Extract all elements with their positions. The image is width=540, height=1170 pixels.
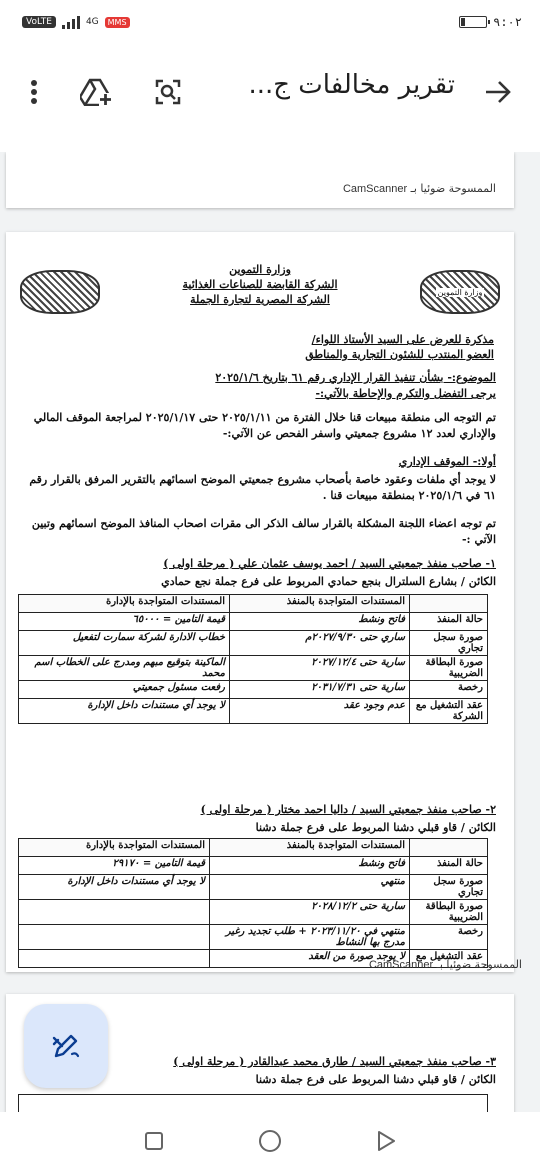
table-row: عقد التشغيل مع لا يوجد صورة من العقد <box>19 950 488 968</box>
status-right <box>459 15 522 29</box>
outlet2-table: المستندات المتواجدة بالمنفذ المستندات المتواجدة بالإدارة حالة المنفذ فاتح ونشط قيمة التامين = ٢٩١٧٠ صورة سجل تجاري منتهي لا يوجد أي مستندات داخل الإدارة صورة البطاقة الضريبية سارية حتى ٢٠٢٨/١٢/٢ رخصة منتهي في ٢٠٢٣/١١/٢٠ + طلب تجديد رغير مدرج بها النشاط عقد التشغيل مع لا يوجد صورة من العقد <box>18 838 488 968</box>
memo-heading: مذكرة للعرض على السيد الأستاذ اللواء/ العضو المنتدب للشئون التجارية والمناطق <box>305 333 494 361</box>
scanned-document <box>6 232 514 972</box>
subject-line: الموضوع:- بشأن تنفيذ القرار الإداري رقم ٦١ بتاريخ ٢٠٢٥/١/٦ <box>215 371 496 384</box>
pen-annotate-icon <box>50 1030 82 1062</box>
outlet1-table: المستندات المتواجدة بالمنفذ المستندات المتواجدة بالإدارة حالة المنفذ فاتح ونشط قيمة التامين = ٦٥٠٠٠ صورة سجل تجاري ساري حتى ٢٠٢٧/٩/٣٠م خطاب الادارة لشركة سمارت لتفعيل صورة البطاقة الضريبية سارية حتى ٢٠٢٧/١٢/٤ الماكينة بتوقيع مبهم ومدرج على الخطاب اسم محمد رخصة سارية حتى ٢٠٣١/٧/٣١ رفعت مسئول جمعيتي عقد التشغيل مع الشركة عدم وجود عقد لا يوجد أي مستندات داخل الإدارة <box>18 594 488 724</box>
table-row: صورة سجل تجاري منتهي لا يوجد أي مستندات داخل الإدارة <box>19 875 488 900</box>
table-row: صورة سجل تجاري ساري حتى ٢٠٢٧/٩/٣٠م خطاب الادارة لشركة سمارت لتفعيل <box>19 631 488 656</box>
outlet2-title: ٢- صاحب منفذ جمعيتي السيد / داليا احمد مختار ( مرحلة اولى ) <box>200 803 496 816</box>
mms-icon: MMS <box>105 17 130 28</box>
table-row: رخصة سارية حتى ٢٠٣١/٧/٣١ رفعت مسئول جمعيتي <box>19 681 488 699</box>
document-viewer[interactable] <box>0 152 540 1112</box>
signal-icon <box>62 15 80 29</box>
scanner-footer: الممسوحة ضوئيا بـ CamScanner <box>342 182 496 195</box>
letterhead-text: وزارة التموين الشركة القابضة للصناعات الغذائية الشركة المصرية لتجارة الجملة <box>182 263 338 306</box>
triangle-back-icon[interactable] <box>373 1128 399 1154</box>
ministry-logo-icon: وزارة التموين <box>420 270 500 314</box>
outlet1-title: ١- صاحب منفذ جمعيتي السيد / احمد يوسف عثمان علي ( مرحلة اولى ) <box>163 557 496 570</box>
arrow-right-icon[interactable] <box>478 72 518 112</box>
page-previous <box>6 152 514 208</box>
table-row: عقد التشغيل مع الشركة عدم وجود عقد لا يوجد أي مستندات داخل الإدارة <box>19 699 488 724</box>
letterhead <box>6 262 514 332</box>
outlet3-title: ٣- صاحب منفذ جمعيتي السيد / طارق محمد عبدالقادر ( مرحلة اولى ) <box>173 1055 496 1068</box>
page-current <box>6 232 514 972</box>
scanner-footer: الممسوحة ضوئيا بـ CamScanner <box>368 958 522 971</box>
section-admin-p1: لا يوجد أي ملفات وعقود خاصة بأصحاب مشروع جمعيتي الموضح اسمائهم بالتقرير المرفق بالقرار رقم ٦١ في ٢٠٢٥/١/٦ بمنطقة مبيعات قنا . <box>29 473 496 502</box>
clock: ٩:٠٢ <box>493 15 522 29</box>
outlet1-location: الكائن / بشارع السلترال بنجع حمادي المربوط على فرع جملة نجع حمادي <box>161 575 496 588</box>
table-row: صورة البطاقة الضريبية سارية حتى ٢٠٢٨/١٢/٢ <box>19 900 488 925</box>
table-row: صورة البطاقة الضريبية سارية حتى ٢٠٢٧/١٢/٤ الماكينة بتوقيع مبهم ومدرج على الخطاب اسم محمد <box>19 656 488 681</box>
top-app-bar <box>0 56 540 132</box>
table-row: رخصة منتهي في ٢٠٢٣/١١/٢٠ + طلب تجديد رغير مدرج بها النشاط <box>19 925 488 950</box>
drive-add-icon[interactable] <box>76 72 116 112</box>
outlet3-location: الكائن / قاو قبلي دشنا المربوط على فرع جملة دشنا <box>255 1073 496 1086</box>
lens-search-icon[interactable] <box>148 72 188 112</box>
outlet3-table-top <box>18 1094 488 1112</box>
section-admin-p2: تم توجه اعضاء اللجنة المشكلة بالقرار سالف الذكر الى مقرات اصحاب المنافذ الموضح اسمائهم وتبين الآتي :- <box>31 517 496 546</box>
table-row: حالة المنفذ فاتح ونشط قيمة التامين = ٦٥٠٠٠ <box>19 613 488 631</box>
volte-badge: VoLTE <box>22 16 56 28</box>
request-line: يرجى التفضل والتكرم والإحاطة بالآتي:- <box>315 387 496 400</box>
document-title: تقرير مخالفات ج... <box>248 70 455 100</box>
status-bar <box>0 0 540 44</box>
company-logo-icon <box>20 270 100 314</box>
network-type: 4G <box>85 17 99 27</box>
annotate-button[interactable] <box>24 1004 108 1088</box>
battery-icon <box>459 16 487 28</box>
system-nav-bar <box>0 1112 540 1170</box>
square-icon[interactable] <box>141 1128 167 1154</box>
table-row: حالة المنفذ فاتح ونشط قيمة التامين = ٢٩١٧٠ <box>19 857 488 875</box>
intro-paragraph: تم التوجه الى منطقة مبيعات قنا خلال الفترة من ٢٠٢٥/١/١١ حتى ٢٠٢٥/١/١٧ لمراجعة الموقف المالي والإداري لعدد ١٢ مشروع جمعيتي واسفر الفحص عن الآتي:- <box>33 411 496 440</box>
outlet2-location: الكائن / قاو قبلي دشنا المربوط على فرع جملة دشنا <box>255 821 496 834</box>
status-left <box>22 15 130 29</box>
more-vert-icon[interactable] <box>14 72 54 112</box>
circle-icon[interactable] <box>257 1128 283 1154</box>
section-admin-title: أولا:- الموقف الإداري <box>398 455 496 468</box>
